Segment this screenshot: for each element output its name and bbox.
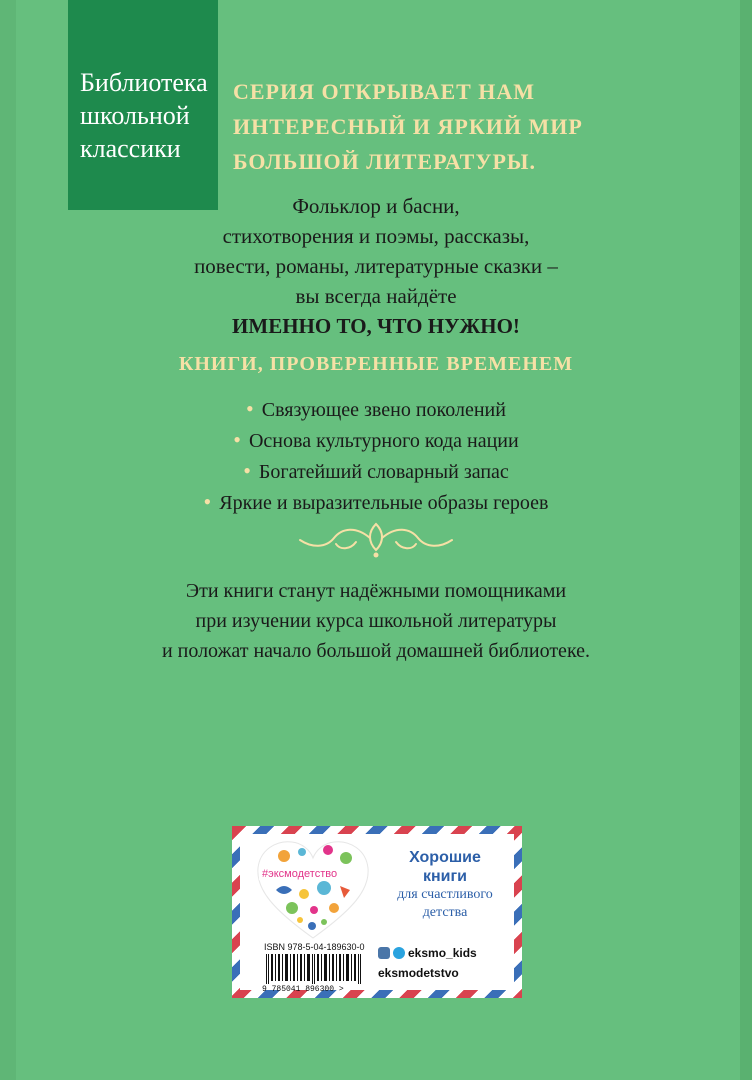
publisher-sticker [232,826,522,998]
intro-line: стихотворения и поэмы, рассказы, [222,224,530,248]
vk-icon [378,947,390,959]
intro-emphasis: ИМЕННО ТО, ЧТО НУЖНО! [232,314,520,338]
slogan-line: Хорошие [409,849,481,866]
list-item [0,456,752,487]
outro-paragraph [0,576,752,666]
benefits-list [0,394,752,518]
barcode-digits: 9 785041 896300 > [262,985,344,992]
list-item [0,425,752,456]
bullet-icon: • [246,396,254,421]
list-item-text: Связующее звено поколений [261,399,506,421]
list-item-text: Основа культурного кода нации [248,430,519,452]
outro-line: и положат начало большой домашней библиотеке. [161,640,591,662]
heart-illustration-icon [254,838,372,942]
sticker-body [240,834,514,990]
decorative-ornament-icon [296,518,456,558]
intro-line: Фольклор и басни, [292,194,460,218]
bullet-icon: • [203,489,212,514]
spine-edge-right [740,0,752,1080]
isbn-number: ISBN 978-5-04-189630-0 [264,942,365,952]
tagline-line: ИНТЕРЕСНЫЙ И ЯРКИЙ МИР [233,114,583,139]
hashtag-label: #эксмодетство [259,867,340,881]
slogan-line: книги [422,868,467,885]
bullet-icon: • [233,427,241,452]
slogan-line: детства [422,905,468,920]
series-label-line: Библиотека [80,68,208,97]
spine-edge-left [0,0,16,1080]
bullet-icon: • [243,458,251,483]
intro-line: повести, романы, литературные сказки – [194,254,558,278]
series-label-line: школьной [80,101,190,130]
social-site: eksmodetstvo [378,966,459,980]
intro-line: вы всегда найдёте [295,284,457,308]
list-item [0,394,752,425]
list-item [0,487,752,518]
social-handle: eksmo_kids [408,946,477,960]
series-tagline [233,74,713,179]
tagline-line: СЕРИЯ ОТКРЫВАЕТ НАМ [233,79,536,104]
social-links [378,944,508,980]
social-row [378,944,508,962]
publisher-slogan [374,848,516,922]
series-label-line: классики [80,134,181,163]
series-label-tab [68,0,218,210]
section-heading: КНИГИ, ПРОВЕРЕННЫЕ ВРЕМЕНЕМ [178,353,574,375]
list-item-text: Богатейший словарный запас [258,461,509,483]
list-item-text: Яркие и выразительные образы героев [219,492,549,514]
telegram-icon [393,947,405,959]
outro-line: при изучении курса школьной литературы [195,610,557,632]
slogan-line: для счастливого [397,887,493,902]
barcode-icon [260,954,372,992]
intro-paragraph [0,191,752,341]
outro-line: Эти книги станут надёжными помощниками [185,580,567,602]
series-label [80,66,212,165]
tagline-line: БОЛЬШОЙ ЛИТЕРАТУРЫ. [233,149,537,174]
